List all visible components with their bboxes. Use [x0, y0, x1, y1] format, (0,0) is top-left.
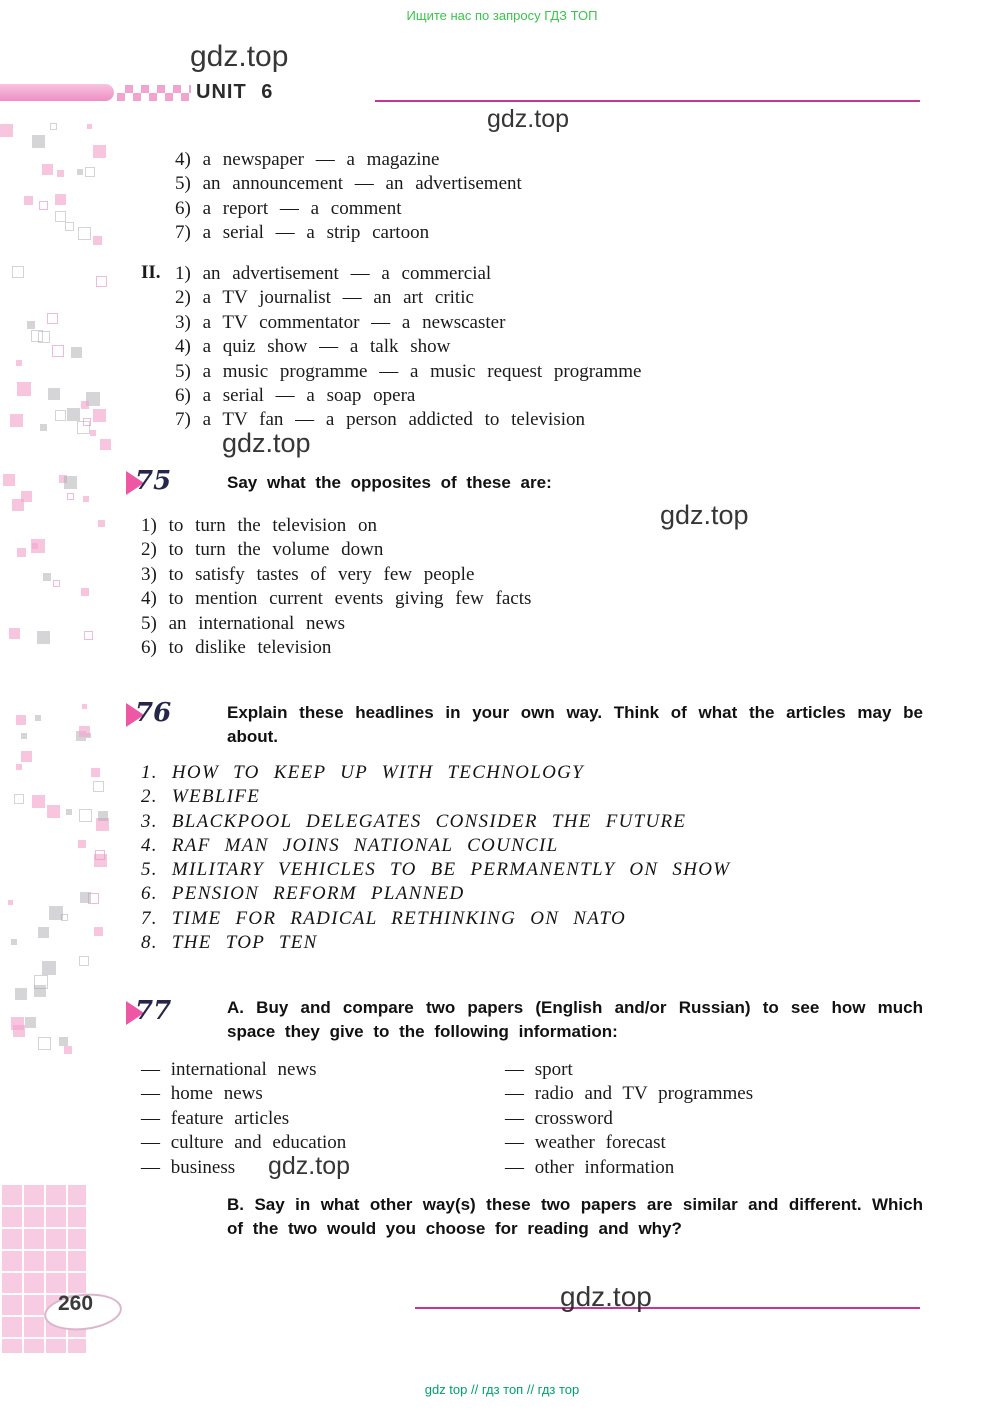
deco-square — [32, 795, 45, 808]
deco-square — [55, 211, 66, 222]
watermark-gdz-top: gdz.top — [487, 105, 570, 133]
deco-square — [8, 900, 13, 905]
deco-square — [84, 631, 93, 640]
deco-square — [65, 222, 74, 231]
deco-square — [88, 893, 99, 904]
list-item: 4) to mention current events giving few facts — [141, 588, 532, 610]
list-item: 3. BLACKPOOL DELEGATES CONSIDER THE FUTURE — [141, 810, 687, 832]
deco-square — [37, 631, 50, 644]
deco-square — [42, 164, 53, 175]
deco-square — [90, 430, 96, 436]
exercise-75-marker — [126, 466, 182, 502]
deco-square — [11, 939, 17, 945]
exercise-77-instruction-b: B. Say in what other way(s) these two papers are similar and different. Which of the two would you choose for reading and why? — [227, 1195, 923, 1238]
deco-square — [16, 764, 22, 770]
watermark-gdz-top: gdz.top — [222, 428, 311, 458]
exercise-76-instruction: Explain these headlines in your own way. Think of what the articles may be about. — [227, 703, 923, 746]
deco-square — [61, 914, 68, 921]
list-item: — radio and TV programmes — [505, 1083, 754, 1105]
deco-square — [9, 628, 20, 639]
deco-square — [94, 927, 103, 936]
deco-square — [77, 169, 83, 175]
list-item: 3) a TV commentator — a newscaster — [175, 311, 506, 333]
word-pairs-list-2 — [175, 262, 642, 433]
deco-square — [64, 1046, 72, 1054]
list-item: 5. MILITARY VEHICLES TO BE PERMANENTLY ON SHOW — [141, 859, 731, 881]
deco-square — [47, 313, 58, 324]
deco-square — [17, 548, 26, 557]
deco-square — [32, 135, 45, 148]
list-item: — sport — [505, 1059, 573, 1080]
deco-square — [96, 818, 109, 831]
deco-square — [34, 975, 48, 989]
deco-square — [76, 731, 86, 741]
deco-square — [64, 476, 77, 489]
deco-square — [93, 409, 106, 422]
deco-square — [87, 124, 92, 129]
deco-square — [10, 414, 23, 427]
list-item: 6) a serial — a soap opera — [175, 385, 416, 407]
top-note: Ищите нас по запросу ГДЗ ТОП — [406, 8, 598, 23]
deco-square — [57, 170, 64, 177]
page-number: 260 — [58, 1292, 94, 1315]
deco-square — [0, 124, 13, 137]
list-item: 4) a newspaper — a magazine — [175, 149, 440, 170]
deco-square — [82, 704, 87, 709]
list-item: — feature articles — [141, 1107, 290, 1129]
list-item: — business — [141, 1156, 236, 1178]
deco-square — [81, 588, 89, 596]
deco-square — [16, 360, 22, 366]
deco-square — [77, 421, 90, 434]
list-item: 5) an international news — [141, 612, 346, 634]
deco-square — [50, 123, 57, 130]
list-item: 1) to turn the television on — [141, 515, 378, 536]
deco-square — [55, 410, 66, 421]
deco-square — [79, 809, 92, 822]
deco-square — [83, 496, 89, 502]
footer-rule — [415, 1307, 920, 1309]
exercise-76-headlines — [141, 761, 730, 955]
exercise-77-instruction-a: A. Buy and compare two papers (English and/or Russian) to see how much space they give to the following information: — [227, 998, 923, 1041]
deco-square — [53, 580, 60, 587]
list-item: — other information — [505, 1156, 675, 1178]
deco-square — [25, 1017, 36, 1028]
deco-square — [79, 956, 89, 966]
deco-square — [15, 988, 27, 1000]
deco-square — [91, 768, 100, 777]
deco-square — [21, 751, 32, 762]
deco-square — [38, 331, 50, 343]
list-item: 6. PENSION REFORM PLANNED — [141, 883, 465, 905]
list-item: 1) an advertisement — a commercial — [175, 263, 492, 284]
deco-square — [38, 1037, 51, 1050]
exercise-77-marker — [126, 996, 182, 1032]
deco-square — [59, 475, 67, 483]
exercise-76-marker — [126, 698, 182, 734]
list-item: 8. THE TOP TEN — [141, 932, 318, 954]
deco-square — [39, 201, 48, 210]
exercise-75-items — [141, 514, 531, 660]
deco-square — [12, 499, 24, 511]
exercise-77-right-column — [505, 1058, 753, 1180]
deco-square — [66, 809, 72, 815]
deco-square — [31, 539, 45, 553]
deco-square — [93, 236, 102, 245]
list-item: 5) a music programme — a music request programme — [175, 360, 642, 382]
list-item: — weather forecast — [505, 1132, 666, 1154]
deco-square — [3, 474, 15, 486]
deco-square — [80, 892, 91, 903]
deco-square — [86, 392, 100, 406]
footer-note: gdz top // гдз топ // гдз тор — [424, 1382, 580, 1397]
deco-square — [17, 382, 31, 396]
exercise-77-left-column — [141, 1058, 346, 1180]
deco-square — [35, 715, 41, 721]
unit-header-checker — [117, 85, 191, 101]
deco-square — [59, 1037, 68, 1046]
deco-square — [48, 388, 60, 400]
deco-square — [49, 906, 63, 920]
deco-square — [11, 1017, 24, 1030]
deco-square — [78, 227, 91, 240]
list-item: 2) a TV journalist — an art critic — [175, 287, 474, 309]
exercise-76-number: 76 — [135, 698, 172, 728]
deco-square — [86, 733, 91, 738]
deco-square — [42, 961, 56, 975]
unit-title: UNIT 6 — [196, 81, 274, 103]
exercise-77-number: 77 — [135, 996, 172, 1026]
list-item: 4. RAF MAN JOINS NATIONAL COUNCIL — [141, 834, 559, 856]
deco-square — [96, 276, 107, 287]
deco-square — [98, 811, 108, 821]
list-item: — international news — [141, 1059, 317, 1080]
exercise-75-number: 75 — [135, 466, 172, 496]
deco-square — [71, 347, 82, 358]
deco-square — [78, 840, 86, 848]
deco-square — [100, 439, 111, 450]
list-item: 2) to turn the volume down — [141, 539, 384, 561]
deco-square — [81, 401, 89, 409]
deco-square — [27, 321, 35, 329]
list-item: 3) to satisfy tastes of very few people — [141, 563, 475, 585]
list-item: — crossword — [505, 1107, 613, 1129]
deco-square — [40, 424, 47, 431]
deco-square — [31, 330, 43, 342]
deco-square — [83, 418, 91, 426]
list-item: 5) an announcement — an advertisement — [175, 173, 522, 195]
watermark-gdz-top: gdz.top — [268, 1152, 351, 1180]
deco-square — [43, 573, 51, 581]
list-item: 4) a quiz show — a talk show — [175, 336, 451, 358]
deco-square — [67, 408, 80, 421]
list-item: 6) a report — a comment — [175, 197, 402, 219]
deco-square — [55, 194, 66, 205]
deco-square — [32, 543, 38, 549]
deco-square — [52, 345, 64, 357]
deco-square — [24, 196, 33, 205]
deco-square — [34, 985, 46, 997]
list-item: 7. TIME FOR RADICAL RETHINKING ON NATO — [141, 907, 626, 929]
deco-square — [98, 520, 105, 527]
list-item: 6) to dislike television — [141, 637, 332, 659]
deco-square — [85, 167, 95, 177]
deco-square — [16, 715, 26, 725]
deco-square — [38, 927, 49, 938]
header-rule — [375, 100, 920, 102]
deco-square — [93, 145, 106, 158]
deco-square — [21, 491, 32, 502]
list-item: 1. HOW TO KEEP UP WITH TECHNOLOGY — [141, 762, 584, 783]
deco-square — [21, 733, 27, 739]
deco-square — [47, 805, 60, 818]
unit-header-bar — [0, 84, 114, 101]
watermark-gdz-top: gdz.top — [560, 1281, 652, 1312]
exercise-75-instruction: Say what the opposites of these are: — [227, 473, 552, 492]
list-item: 7) a TV fan — a person addicted to television — [175, 409, 586, 431]
roman-numeral-ii: II. — [141, 262, 161, 283]
deco-square — [12, 266, 24, 278]
watermark-gdz-top: gdz.top — [660, 500, 749, 530]
list-item: — culture and education — [141, 1132, 347, 1154]
deco-square — [79, 726, 90, 737]
deco-square — [95, 850, 105, 860]
deco-square — [94, 854, 107, 867]
deco-square — [93, 781, 104, 792]
word-pairs-list-1 — [175, 148, 522, 246]
list-item: 2. WEBLIFE — [141, 786, 261, 808]
list-item: — home news — [141, 1083, 263, 1105]
deco-square — [14, 794, 24, 804]
watermark-gdz-top: gdz.top — [190, 40, 289, 73]
list-item: 7) a serial — a strip cartoon — [175, 222, 430, 244]
deco-square — [67, 493, 74, 500]
deco-square — [13, 1025, 25, 1037]
